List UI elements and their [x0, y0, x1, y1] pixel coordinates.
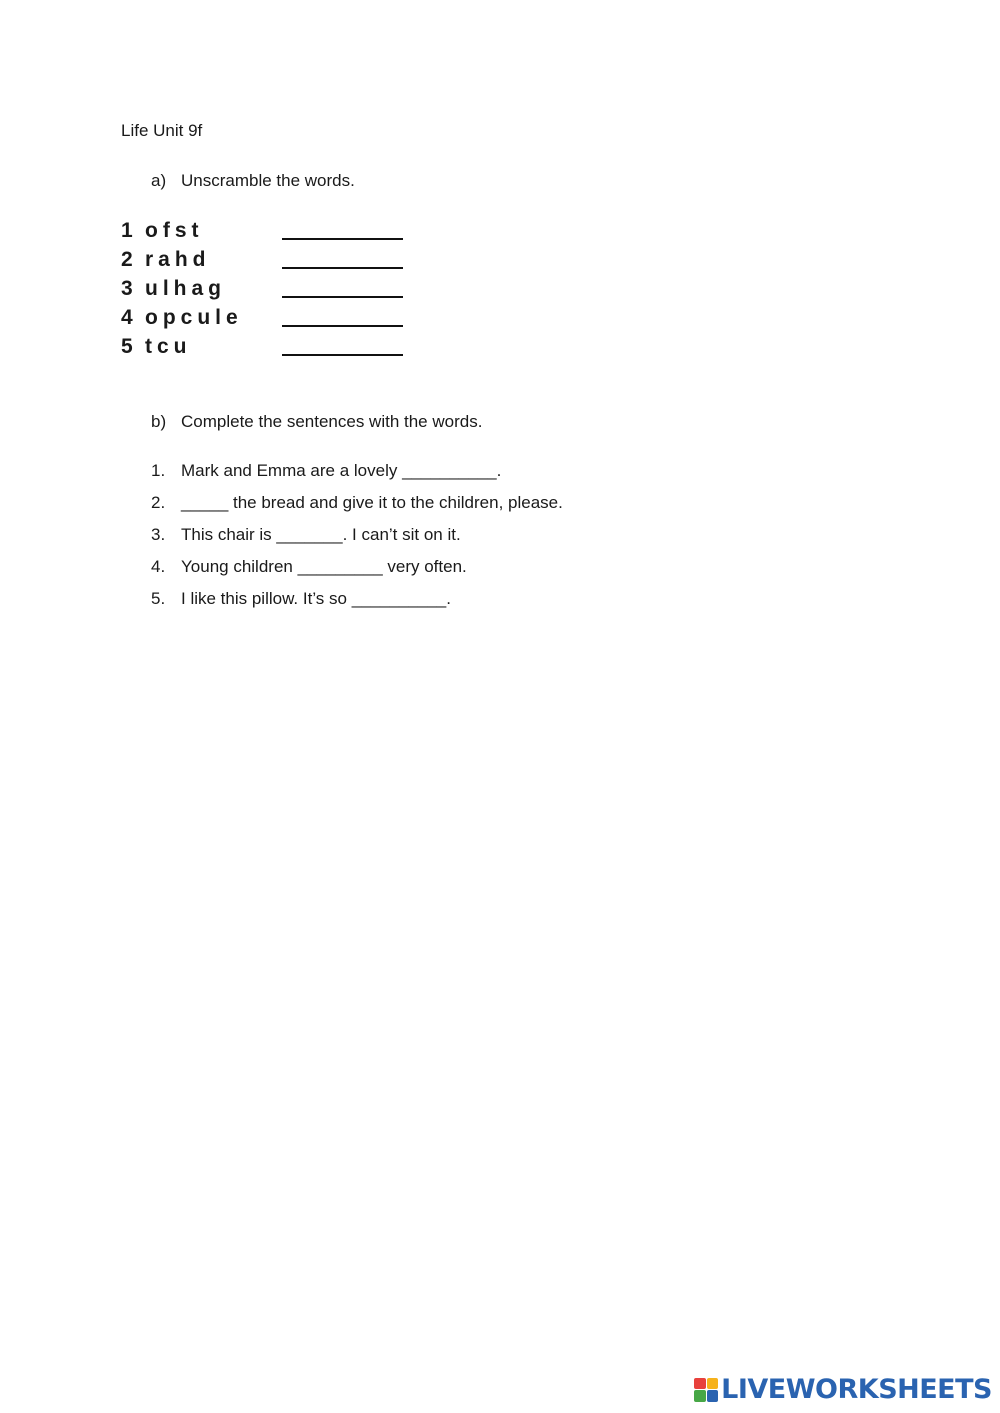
scrambled-letters: ulhag: [145, 277, 226, 300]
page-title: Life Unit 9f: [121, 121, 203, 140]
scramble-number: 5: [121, 335, 138, 358]
sentence-item: [151, 461, 751, 493]
liveworksheets-logo-icon: [694, 1378, 718, 1402]
logo-square-green: [694, 1390, 706, 1402]
scrambled-letters: opcule: [145, 306, 243, 329]
sentence-item: [151, 557, 751, 589]
answer-blank[interactable]: [282, 267, 403, 269]
section-a-instruction: Unscramble the words.: [181, 171, 355, 190]
scramble-item: [121, 219, 421, 248]
sentence-text: This chair is _______. I can’t sit on it.: [181, 525, 461, 544]
scrambled-letters: ofst: [145, 219, 204, 242]
scramble-number: 2: [121, 248, 138, 271]
logo-square-blue: [707, 1390, 719, 1402]
sentence-number: 2.: [151, 493, 166, 512]
answer-blank[interactable]: [282, 296, 403, 298]
scrambled-letters: rahd: [145, 248, 211, 271]
answer-blank[interactable]: [282, 238, 403, 240]
sentence-item: [151, 589, 751, 621]
section-b-marker: b): [151, 412, 167, 431]
sentence-text: _____ the bread and give it to the children, please.: [181, 493, 563, 512]
sentence-number: 3.: [151, 525, 166, 544]
sentence-number: 4.: [151, 557, 166, 576]
sentence-number: 1.: [151, 461, 166, 480]
section-a-marker: a): [151, 171, 167, 190]
sentence-text: Mark and Emma are a lovely __________.: [181, 461, 502, 480]
section-b-instruction: Complete the sentences with the words.: [181, 412, 483, 431]
sentence-number: 5.: [151, 589, 166, 608]
scramble-item: [121, 248, 421, 277]
section-a-heading: [151, 171, 355, 191]
scramble-list: [121, 219, 421, 364]
answer-blank[interactable]: [282, 354, 403, 356]
sentence-item: [151, 493, 751, 525]
section-b-heading: [151, 412, 482, 432]
scramble-number: 1: [121, 219, 138, 242]
liveworksheets-brand: [694, 1374, 992, 1405]
answer-blank[interactable]: [282, 325, 403, 327]
scramble-item: [121, 335, 421, 364]
brand-name: LIVEWORKSHEETS: [721, 1374, 992, 1405]
scramble-number: 3: [121, 277, 138, 300]
sentence-text: I like this pillow. It’s so __________.: [181, 589, 451, 608]
sentence-item: [151, 525, 751, 557]
scramble-number: 4: [121, 306, 138, 329]
scramble-item: [121, 277, 421, 306]
logo-square-yellow: [707, 1378, 719, 1390]
sentence-text: Young children _________ very often.: [181, 557, 467, 576]
sentence-list: [151, 461, 751, 621]
scramble-item: [121, 306, 421, 335]
logo-square-red: [694, 1378, 706, 1390]
scrambled-letters: tcu: [145, 335, 192, 358]
